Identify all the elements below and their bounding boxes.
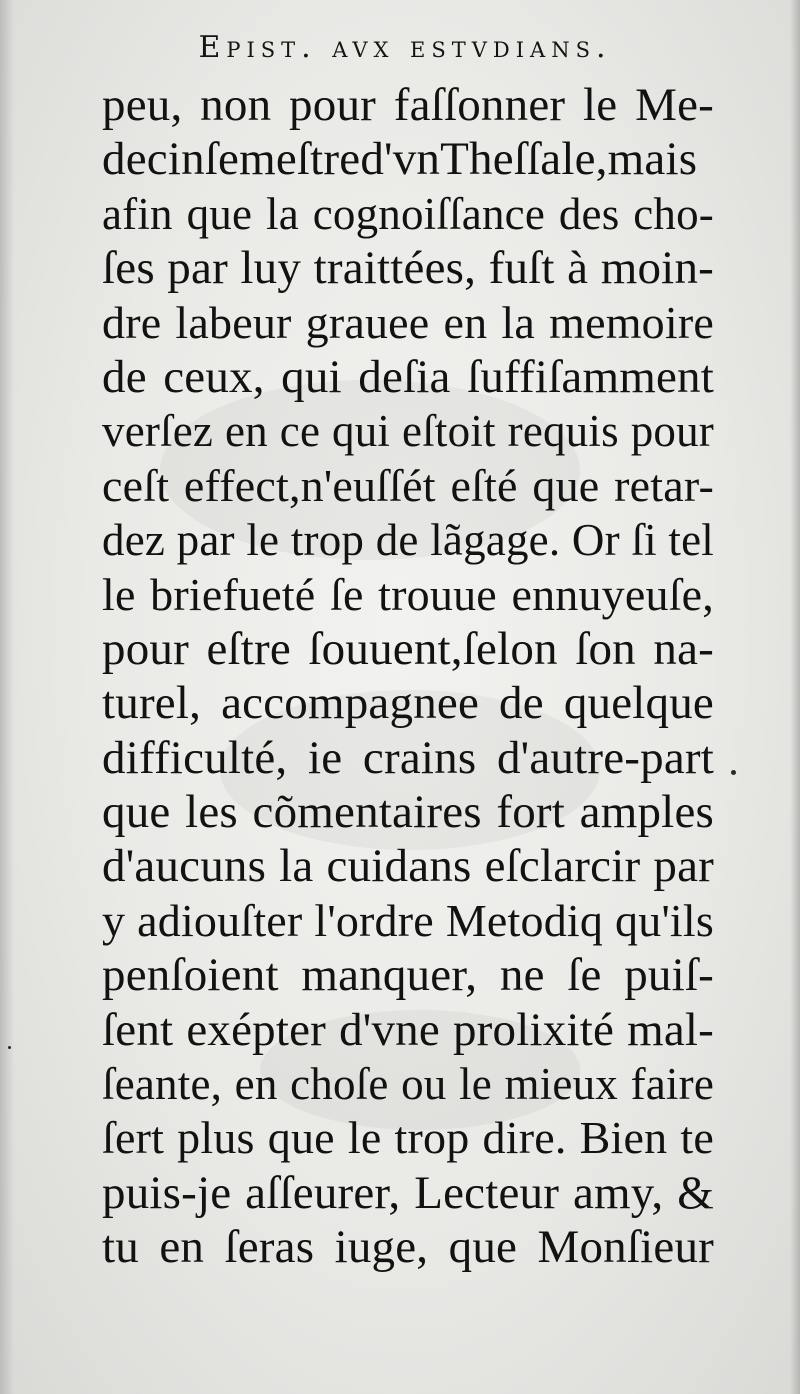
ink-speck — [731, 770, 736, 775]
text-line: ſert plus que le trop dire. Bien te — [102, 1112, 714, 1164]
text-line: le briefueté ſe trouue ennuyeuſe, — [102, 568, 714, 620]
text-line: peu, non pour faſſonner le Me- — [102, 79, 714, 131]
text-line: penſoient manquer, ne ſe puiſ- — [102, 949, 714, 1002]
running-head: Epist. avx estvdians. — [198, 30, 612, 65]
text-line: de ceux, qui deſia ſuffiſamment — [102, 350, 714, 403]
page-right-edge-shadow — [790, 0, 800, 1394]
text-line: verſez en ce qui eſtoit requis pour — [102, 406, 714, 457]
text-line: y adiouſter l'ordre Metodiq qu'ils — [102, 894, 714, 946]
text-line: ſent exépter d'vne prolixité mal- — [102, 1003, 714, 1056]
body-text — [102, 78, 714, 1275]
text-line: que les cõmentaires fort amples — [102, 786, 714, 839]
ink-speck — [8, 1046, 11, 1049]
text-line: dre labeur grauee en la memoire — [102, 296, 714, 348]
text-line: difficulté, ie crains d'autre-part — [102, 731, 714, 784]
text-line: ſes par luy traittées, fuſt à moin- — [102, 242, 714, 295]
text-line: ſeante, en choſe ou le mieux faire — [102, 1059, 714, 1110]
text-line: afin que la cognoiſſance des cho- — [102, 188, 714, 239]
page-left-edge-shadow — [0, 0, 14, 1394]
text-line: d'aucuns la cuidans eſclarcir par — [102, 840, 714, 893]
text-line: decinſemeſtred'vnTheſſale,mais — [102, 133, 698, 186]
text-line: puis-je aſſeurer, Lecteur amy, & — [102, 1166, 714, 1219]
text-line: dez par le trop de lãgage. Or ſi tel — [102, 515, 714, 566]
text-line: ceſt effect,n'euſſét eſté que retar- — [102, 459, 714, 511]
text-line: turel, accompagnee de quelque — [102, 677, 714, 730]
text-line: tu en ſeras iuge, que Monſieur — [102, 1221, 714, 1274]
text-line: pour eſtre ſouuent,ſelon ſon na- — [102, 622, 714, 675]
